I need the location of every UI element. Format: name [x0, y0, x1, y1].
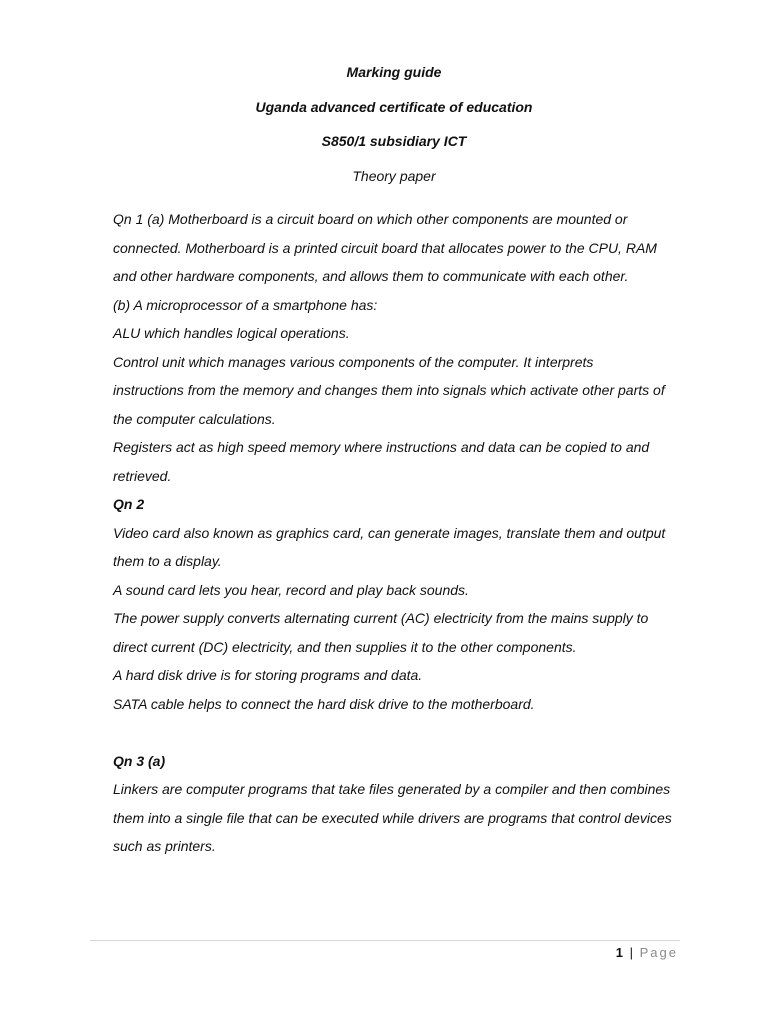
- body-line: A sound card lets you hear, record and play back sounds.: [113, 581, 469, 598]
- body-line: Qn 1 (a) Motherboard is a circuit board on which other components are mounted or: [113, 211, 628, 227]
- body-line: ALU which handles logical operations.: [113, 325, 350, 341]
- document-header: [0, 60, 768, 198]
- body-line: direct current (DC) electricity, and then supplies it to the other components.: [113, 638, 577, 655]
- body-line: A hard disk drive is for storing programs and data.: [113, 667, 423, 683]
- body-line: such as printers.: [113, 838, 216, 854]
- body-line: [113, 718, 693, 747]
- page-number: 1: [615, 945, 623, 960]
- body-line: (b) A microprocessor of a smartphone has:: [113, 296, 378, 313]
- body-line: instructions from the memory and changes them into signals which activate other parts of: [113, 382, 665, 398]
- body-line: The power supply converts alternating current (AC) electricity from the mains supply to: [113, 610, 649, 626]
- paper-type: Theory paper: [352, 167, 436, 184]
- body-line: SATA cable helps to connect the hard disk drive to the motherboard.: [113, 695, 535, 712]
- document-title: Marking guide: [346, 64, 442, 80]
- question-heading: Qn 2: [113, 496, 145, 512]
- document-body: [113, 205, 693, 861]
- body-line: and other hardware components, and allows them to communicate with each other.: [113, 268, 629, 284]
- footer-divider: [90, 940, 680, 941]
- subject-line: S850/1 subsidiary ICT: [321, 133, 467, 149]
- body-line: Linkers are computer programs that take files generated by a compiler and then combines: [113, 781, 671, 797]
- body-line: connected. Motherboard is a printed circuit board that allocates power to the CPU, RAM: [113, 239, 657, 256]
- body-line: Video card also known as graphics card, can generate images, translate them and output: [113, 524, 666, 541]
- page-label: Page: [639, 945, 678, 960]
- body-line: Registers act as high speed memory where instructions and data can be copied to and: [113, 439, 650, 455]
- body-line: them to a display.: [113, 553, 222, 569]
- document-subtitle: Uganda advanced certificate of education: [255, 98, 533, 115]
- body-line: the computer calculations.: [113, 410, 276, 427]
- body-line: retrieved.: [113, 467, 172, 484]
- body-line: Control unit which manages various components of the computer. It interprets: [113, 353, 594, 370]
- page-footer: [616, 944, 678, 962]
- footer-separator: |: [629, 945, 633, 960]
- body-line: them into a single file that can be executed while drivers are programs that control devices: [113, 809, 672, 826]
- question-heading: Qn 3 (a): [113, 752, 166, 769]
